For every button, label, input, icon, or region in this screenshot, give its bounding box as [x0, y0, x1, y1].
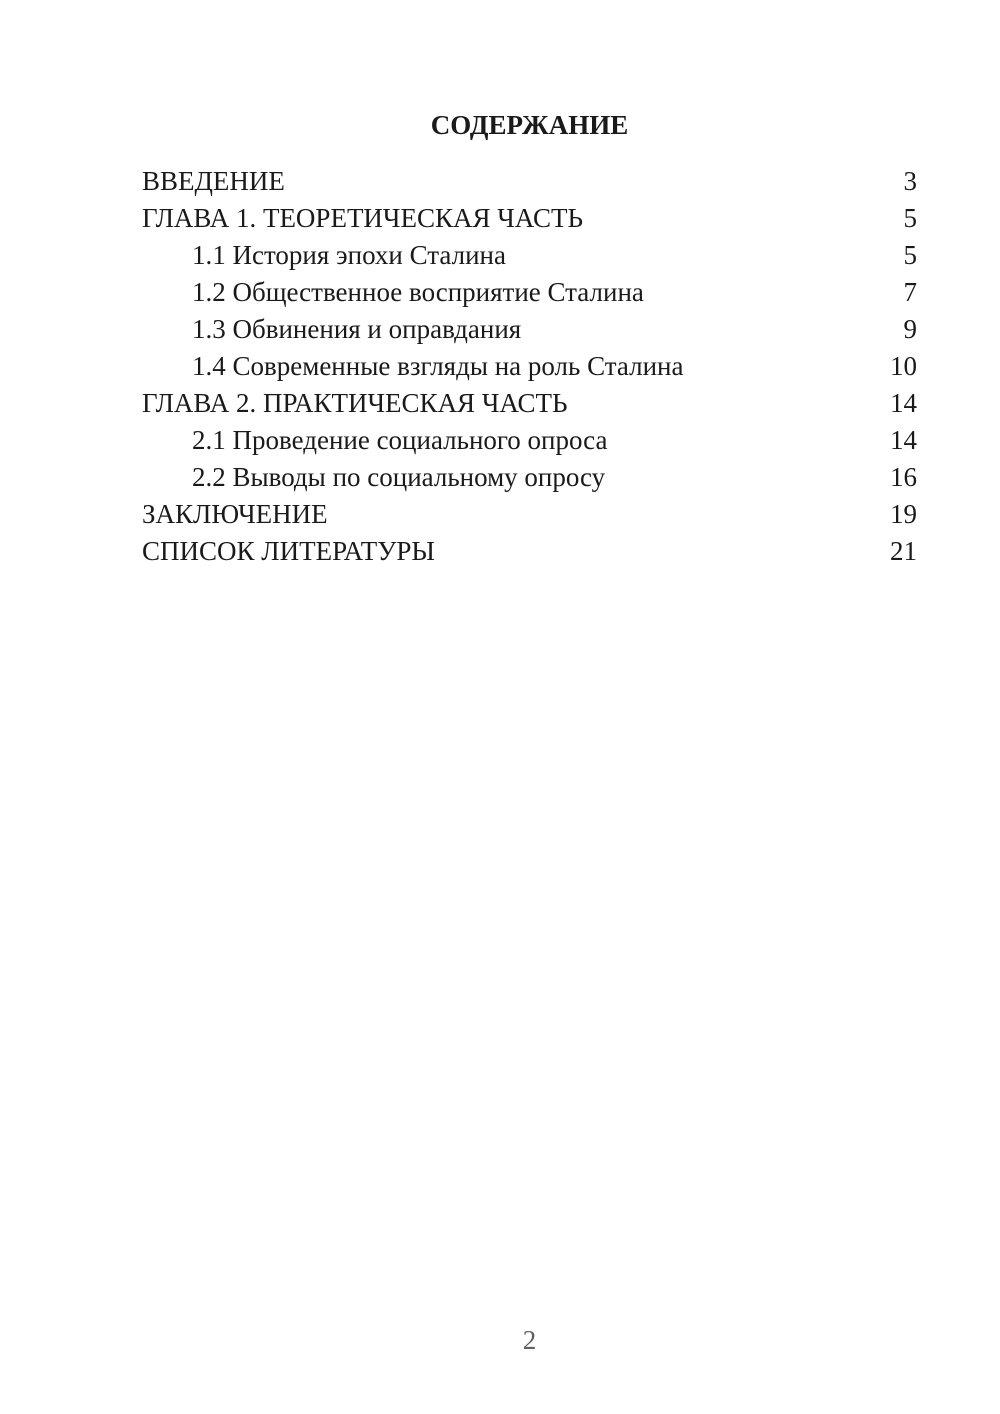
toc-entry	[142, 163, 917, 200]
toc-entry	[142, 237, 917, 274]
toc-entry	[142, 348, 917, 385]
toc-entry	[142, 200, 917, 237]
toc-entry-label: 1.4 Современные взгляды на роль Сталина	[192, 351, 684, 381]
footer-page-number: 2	[522, 1325, 537, 1355]
toc-entry-label: ГЛАВА 2. ПРАКТИЧЕСКАЯ ЧАСТЬ	[142, 388, 568, 418]
toc-entry	[142, 459, 917, 496]
page-title: СОДЕРЖАНИЕ	[430, 110, 629, 141]
toc-entry-page-number: 7	[903, 277, 917, 307]
toc-entry-label: 1.3 Обвинения и оправдания	[192, 314, 522, 344]
toc-entry	[142, 496, 917, 533]
toc-entry-label: ГЛАВА 1. ТЕОРЕТИЧЕСКАЯ ЧАСТЬ	[142, 203, 583, 233]
toc-entry	[142, 311, 917, 348]
toc-entry	[142, 274, 917, 311]
toc-entry-page-number: 14	[890, 388, 917, 418]
toc-entry	[142, 422, 917, 459]
toc-entry-page-number: 19	[890, 499, 917, 529]
toc-entry-label: 2.2 Выводы по социальному опросу	[192, 462, 606, 492]
toc-entry-label: 1.2 Общественное восприятие Сталина	[192, 277, 644, 307]
toc-entry-page-number: 21	[890, 536, 917, 566]
toc-entry-page-number: 5	[903, 203, 917, 233]
table-of-contents	[142, 163, 917, 570]
toc-entry-label: ВВЕДЕНИЕ	[142, 166, 285, 196]
toc-entry-label: СПИСОК ЛИТЕРАТУРЫ	[142, 536, 435, 566]
toc-entry-page-number: 10	[890, 351, 917, 381]
toc-entry-page-number: 14	[890, 425, 917, 455]
toc-entry-label: ЗАКЛЮЧЕНИЕ	[142, 499, 328, 529]
toc-entry-label: 1.1 История эпохи Сталина	[192, 240, 506, 270]
toc-entry-label: 2.1 Проведение социального опроса	[192, 425, 608, 455]
toc-entry-page-number: 16	[890, 462, 917, 492]
toc-entry-page-number: 9	[903, 314, 917, 344]
toc-entry	[142, 385, 917, 422]
toc-entry-page-number: 5	[903, 240, 917, 270]
toc-entry	[142, 533, 917, 570]
toc-entry-page-number: 3	[903, 166, 917, 196]
